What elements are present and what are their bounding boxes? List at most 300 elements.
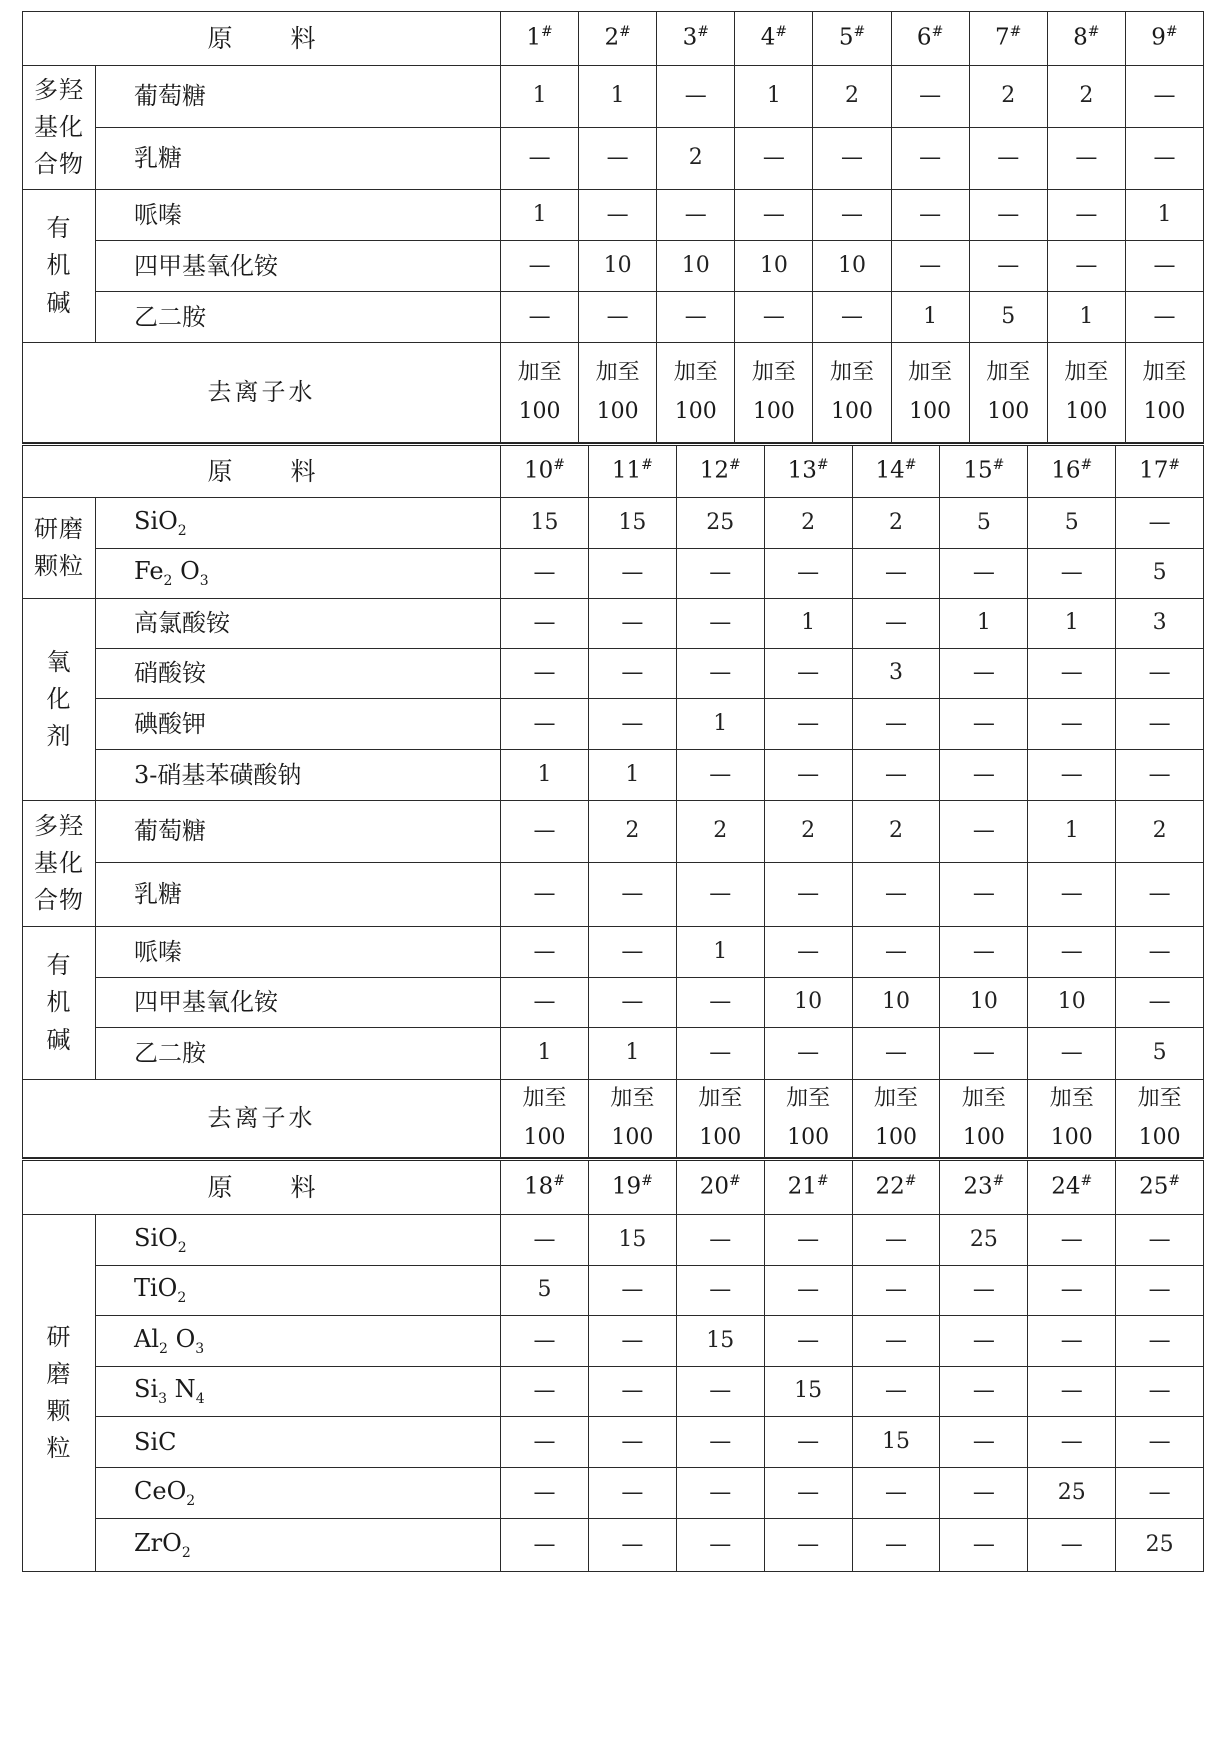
water-amount-cell: 加至 100	[735, 343, 813, 443]
hash-mark: #	[728, 1173, 741, 1190]
quantity-cell: 15	[764, 1367, 852, 1417]
quantity-cell: —	[1116, 1215, 1204, 1266]
quantity-cell: —	[852, 1215, 940, 1266]
quantity-cell: —	[676, 549, 764, 599]
material-name: 乳糖	[96, 128, 501, 190]
table-row	[23, 1266, 1204, 1316]
quantity-cell: —	[1116, 699, 1204, 750]
quantity-cell: —	[588, 1417, 676, 1468]
quantity-cell: —	[501, 128, 579, 190]
quantity-cell: —	[852, 1367, 940, 1417]
material-name: TiO$_2$	[96, 1266, 501, 1316]
material-name: SiO$_2$	[96, 498, 501, 549]
table-row	[23, 801, 1204, 863]
quantity-cell: —	[764, 649, 852, 699]
water-amount-cell: 加至 100	[1047, 343, 1125, 443]
quantity-cell: —	[735, 128, 813, 190]
quantity-cell: —	[940, 1316, 1028, 1367]
hash-mark: #	[541, 24, 553, 41]
water-amount-cell: 加至 100	[940, 1080, 1028, 1158]
sample-column-header: 4#	[735, 12, 813, 66]
quantity-cell: —	[764, 1417, 852, 1468]
material-name: 乳糖	[96, 863, 501, 927]
quantity-cell: —	[1116, 1417, 1204, 1468]
quantity-cell: —	[676, 1367, 764, 1417]
material-name: ZrO$_2$	[96, 1519, 501, 1572]
quantity-cell: 10	[657, 241, 735, 292]
water-amount-cell: 加至 100	[1116, 1080, 1204, 1158]
water-amount-cell: 加至 100	[501, 343, 579, 443]
quantity-cell: —	[764, 549, 852, 599]
hash-mark: #	[728, 457, 741, 474]
material-name: $Al_2$ $O_3$	[96, 1316, 501, 1367]
quantity-cell: —	[1125, 241, 1203, 292]
quantity-cell: —	[940, 863, 1028, 927]
quantity-cell: —	[940, 1519, 1028, 1572]
quantity-cell: 15	[676, 1316, 764, 1367]
quantity-cell: —	[501, 927, 589, 978]
quantity-cell: 1	[501, 190, 579, 241]
quantity-cell: —	[852, 549, 940, 599]
category-cell: 多羟 基化 合物	[23, 801, 96, 927]
quantity-cell: —	[1125, 66, 1203, 128]
hash-mark: #	[904, 457, 917, 474]
table-row	[23, 1215, 1204, 1266]
quantity-cell: —	[657, 292, 735, 343]
quantity-cell: —	[1116, 649, 1204, 699]
quantity-cell: —	[676, 599, 764, 649]
table-row	[23, 978, 1204, 1028]
quantity-cell: —	[852, 1468, 940, 1519]
quantity-cell: —	[1116, 498, 1204, 549]
quantity-cell: —	[852, 1028, 940, 1080]
subscript: 3	[199, 573, 209, 589]
water-amount-cell: 加至 100	[891, 343, 969, 443]
quantity-cell: —	[891, 128, 969, 190]
quantity-cell: —	[852, 699, 940, 750]
quantity-cell: —	[852, 599, 940, 649]
quantity-cell: —	[588, 599, 676, 649]
quantity-cell: —	[657, 190, 735, 241]
material-name: 四甲基氧化铵	[96, 241, 501, 292]
water-row	[23, 1080, 1204, 1158]
quantity-cell: —	[501, 241, 579, 292]
quantity-cell: —	[940, 1367, 1028, 1417]
hash-mark: #	[619, 24, 631, 41]
quantity-cell: —	[501, 649, 589, 699]
header-row	[23, 445, 1204, 498]
hash-mark: #	[553, 1173, 565, 1190]
quantity-cell: —	[940, 699, 1028, 750]
quantity-cell: —	[852, 750, 940, 801]
quantity-cell: —	[501, 863, 589, 927]
sample-column-header: 11#	[588, 445, 676, 498]
quantity-cell: —	[1125, 292, 1203, 343]
quantity-cell: 3	[1116, 599, 1204, 649]
quantity-cell: —	[501, 1468, 589, 1519]
quantity-cell: —	[1028, 1215, 1116, 1266]
quantity-cell: 25	[940, 1215, 1028, 1266]
material-name: 葡萄糖	[96, 801, 501, 863]
water-amount-cell: 加至 100	[1028, 1080, 1116, 1158]
quantity-cell: —	[1028, 549, 1116, 599]
quantity-cell: —	[969, 241, 1047, 292]
water-amount-cell: 加至 100	[813, 343, 891, 443]
quantity-cell: —	[588, 1468, 676, 1519]
quantity-cell: 1	[676, 699, 764, 750]
subscript: 2	[186, 1492, 196, 1509]
quantity-cell: —	[1116, 1367, 1204, 1417]
header-row	[23, 12, 1204, 66]
quantity-cell: —	[1028, 649, 1116, 699]
quantity-cell: 15	[588, 1215, 676, 1266]
quantity-cell: —	[1028, 927, 1116, 978]
quantity-cell: —	[940, 801, 1028, 863]
quantity-cell: —	[579, 128, 657, 190]
hash-mark: #	[775, 24, 788, 41]
hash-mark: #	[931, 24, 944, 41]
table-row	[23, 66, 1204, 128]
quantity-cell: —	[579, 292, 657, 343]
table-row	[23, 1316, 1204, 1367]
quantity-cell: —	[940, 1028, 1028, 1080]
quantity-cell: 5	[1028, 498, 1116, 549]
quantity-cell: —	[940, 1468, 1028, 1519]
quantity-cell: 2	[969, 66, 1047, 128]
water-amount-cell: 加至 100	[1125, 343, 1203, 443]
formulation-sheet	[22, 11, 1203, 1572]
quantity-cell: —	[1028, 1367, 1116, 1417]
hash-mark: #	[1080, 1173, 1093, 1190]
sample-column-header: 7#	[969, 12, 1047, 66]
sample-column-header: 13#	[764, 445, 852, 498]
quantity-cell: —	[940, 1417, 1028, 1468]
quantity-cell: —	[1028, 1417, 1116, 1468]
table-row	[23, 1028, 1204, 1080]
quantity-cell: —	[940, 927, 1028, 978]
sample-column-header: 21#	[764, 1160, 852, 1215]
quantity-cell: —	[676, 1519, 764, 1572]
sample-column-header: 19#	[588, 1160, 676, 1215]
subscript: 2	[177, 1290, 187, 1306]
hash-mark: #	[853, 24, 866, 41]
quantity-cell: 2	[852, 498, 940, 549]
quantity-cell: —	[1116, 1266, 1204, 1316]
quantity-cell: 10	[764, 978, 852, 1028]
subscript: 4	[195, 1391, 205, 1407]
quantity-cell: —	[676, 649, 764, 699]
sample-column-header: 20#	[676, 1160, 764, 1215]
quantity-cell: 5	[969, 292, 1047, 343]
table-row	[23, 750, 1204, 801]
sample-column-header: 24#	[1028, 1160, 1116, 1215]
quantity-cell: 3	[852, 649, 940, 699]
sample-column-header: 6#	[891, 12, 969, 66]
quantity-cell: —	[676, 863, 764, 927]
quantity-cell: —	[588, 1266, 676, 1316]
header-row	[23, 1160, 1204, 1215]
hash-mark: #	[816, 457, 829, 474]
quantity-cell: 10	[940, 978, 1028, 1028]
quantity-cell: 2	[1116, 801, 1204, 863]
formulation-table-2	[22, 443, 1204, 1158]
quantity-cell: 1	[1047, 292, 1125, 343]
quantity-cell: —	[764, 699, 852, 750]
quantity-cell: —	[501, 801, 589, 863]
quantity-cell: —	[891, 190, 969, 241]
raw-material-header: 原料	[23, 445, 501, 498]
water-amount-cell: 加至 100	[657, 343, 735, 443]
quantity-cell: 25	[1116, 1519, 1204, 1572]
sample-column-header: 15#	[940, 445, 1028, 498]
quantity-cell: 5	[501, 1266, 589, 1316]
quantity-cell: —	[676, 1266, 764, 1316]
quantity-cell: 2	[764, 498, 852, 549]
quantity-cell: —	[501, 1417, 589, 1468]
quantity-cell: 1	[579, 66, 657, 128]
deionized-water-label: 去离子水	[23, 343, 501, 443]
hash-mark: #	[641, 457, 653, 474]
quantity-cell: 10	[1028, 978, 1116, 1028]
quantity-cell: 15	[501, 498, 589, 549]
quantity-cell: —	[1116, 750, 1204, 801]
quantity-cell: —	[501, 599, 589, 649]
table-row	[23, 699, 1204, 750]
quantity-cell: —	[1047, 128, 1125, 190]
subscript: 2	[177, 1239, 187, 1256]
sample-column-header: 2#	[579, 12, 657, 66]
quantity-cell: —	[588, 927, 676, 978]
quantity-cell: 15	[588, 498, 676, 549]
sample-column-header: 25#	[1116, 1160, 1204, 1215]
quantity-cell: —	[676, 1417, 764, 1468]
table-row	[23, 128, 1204, 190]
material-name: 哌嗪	[96, 927, 501, 978]
quantity-cell: —	[1028, 1266, 1116, 1316]
quantity-cell: —	[852, 1266, 940, 1316]
quantity-cell: —	[764, 750, 852, 801]
material-name: 高氯酸铵	[96, 599, 501, 649]
quantity-cell: —	[1047, 190, 1125, 241]
quantity-cell: 2	[657, 128, 735, 190]
quantity-cell: 25	[676, 498, 764, 549]
quantity-cell: 10	[579, 241, 657, 292]
table-row	[23, 1367, 1204, 1417]
quantity-cell: 25	[1028, 1468, 1116, 1519]
quantity-cell: —	[852, 927, 940, 978]
table-row	[23, 241, 1204, 292]
quantity-cell: —	[1116, 1316, 1204, 1367]
quantity-cell: —	[852, 1316, 940, 1367]
table-row	[23, 599, 1204, 649]
material-name: 硝酸铵	[96, 649, 501, 699]
quantity-cell: 1	[588, 1028, 676, 1080]
hash-mark: #	[992, 457, 1005, 474]
material-name: 葡萄糖	[96, 66, 501, 128]
quantity-cell: 10	[735, 241, 813, 292]
hash-mark: #	[1080, 457, 1093, 474]
sample-column-header: 10#	[501, 445, 589, 498]
quantity-cell: 2	[1047, 66, 1125, 128]
quantity-cell: —	[1028, 1316, 1116, 1367]
water-amount-cell: 加至 100	[969, 343, 1047, 443]
hash-mark: #	[992, 1173, 1005, 1190]
category-cell: 多羟 基化 合物	[23, 66, 96, 190]
quantity-cell: —	[501, 699, 589, 750]
table-row	[23, 190, 1204, 241]
water-amount-cell: 加至 100	[676, 1080, 764, 1158]
water-amount-cell: 加至 100	[588, 1080, 676, 1158]
subscript: 2	[159, 1340, 168, 1357]
table-row	[23, 549, 1204, 599]
quantity-cell: —	[501, 292, 579, 343]
quantity-cell: —	[501, 1316, 589, 1367]
quantity-cell: —	[764, 1028, 852, 1080]
quantity-cell: —	[501, 549, 589, 599]
category-cell: 有 机 碱	[23, 190, 96, 343]
quantity-cell: 5	[940, 498, 1028, 549]
quantity-cell: —	[764, 927, 852, 978]
water-row	[23, 343, 1204, 443]
quantity-cell: —	[764, 1519, 852, 1572]
category-cell: 有 机 碱	[23, 927, 96, 1080]
quantity-cell: 10	[813, 241, 891, 292]
quantity-cell: —	[1028, 699, 1116, 750]
table-row	[23, 498, 1204, 549]
water-amount-cell: 加至 100	[852, 1080, 940, 1158]
quantity-cell: —	[588, 649, 676, 699]
category-cell: 研磨 颗粒	[23, 498, 96, 599]
quantity-cell: —	[676, 750, 764, 801]
quantity-cell: 1	[940, 599, 1028, 649]
quantity-cell: —	[1028, 863, 1116, 927]
sample-column-header: 12#	[676, 445, 764, 498]
table-row	[23, 1519, 1204, 1572]
raw-material-header: 原料	[23, 12, 501, 66]
quantity-cell: —	[969, 190, 1047, 241]
quantity-cell: —	[852, 1519, 940, 1572]
quantity-cell: —	[764, 1266, 852, 1316]
quantity-cell: 15	[852, 1417, 940, 1468]
quantity-cell: —	[579, 190, 657, 241]
quantity-cell: —	[969, 128, 1047, 190]
category-cell: 氧 化 剂	[23, 599, 96, 801]
quantity-cell: —	[501, 1367, 589, 1417]
quantity-cell: —	[501, 1519, 589, 1572]
hash-mark: #	[816, 1173, 829, 1190]
subscript: 3	[195, 1340, 205, 1357]
table-row	[23, 863, 1204, 927]
quantity-cell: —	[588, 978, 676, 1028]
quantity-cell: —	[1116, 1468, 1204, 1519]
formulation-table-1	[22, 11, 1204, 443]
subscript: 2	[163, 573, 173, 589]
quantity-cell: —	[764, 1316, 852, 1367]
table-row	[23, 292, 1204, 343]
quantity-cell: —	[1116, 927, 1204, 978]
quantity-cell: —	[852, 863, 940, 927]
hash-mark: #	[1168, 457, 1181, 474]
water-amount-cell: 加至 100	[579, 343, 657, 443]
quantity-cell: —	[813, 190, 891, 241]
material-name: CeO$_2$	[96, 1468, 501, 1519]
quantity-cell: —	[501, 978, 589, 1028]
quantity-cell: —	[588, 1519, 676, 1572]
hash-mark: #	[1009, 24, 1022, 41]
quantity-cell: 1	[676, 927, 764, 978]
quantity-cell: —	[940, 649, 1028, 699]
sample-column-header: 1#	[501, 12, 579, 66]
quantity-cell: 1	[501, 750, 589, 801]
quantity-cell: 1	[764, 599, 852, 649]
hash-mark: #	[553, 457, 565, 474]
quantity-cell: —	[1028, 1028, 1116, 1080]
quantity-cell: 1	[1028, 801, 1116, 863]
quantity-cell: 5	[1116, 1028, 1204, 1080]
quantity-cell: 5	[1116, 549, 1204, 599]
hash-mark: #	[1168, 1173, 1181, 1190]
table-row	[23, 1417, 1204, 1468]
sample-column-header: 22#	[852, 1160, 940, 1215]
hash-mark: #	[697, 24, 709, 41]
quantity-cell: 1	[891, 292, 969, 343]
material-name: 哌嗪	[96, 190, 501, 241]
material-name: 四甲基氧化铵	[96, 978, 501, 1028]
quantity-cell: —	[588, 1367, 676, 1417]
quantity-cell: —	[1116, 978, 1204, 1028]
quantity-cell: —	[588, 549, 676, 599]
water-amount-cell: 加至 100	[764, 1080, 852, 1158]
quantity-cell: —	[891, 241, 969, 292]
quantity-cell: —	[588, 699, 676, 750]
sample-column-header: 8#	[1047, 12, 1125, 66]
quantity-cell: —	[588, 1316, 676, 1367]
quantity-cell: 1	[1028, 599, 1116, 649]
quantity-cell: —	[764, 1468, 852, 1519]
quantity-cell: 2	[813, 66, 891, 128]
table-row	[23, 649, 1204, 699]
quantity-cell: 1	[501, 1028, 589, 1080]
quantity-cell: —	[501, 1215, 589, 1266]
quantity-cell: —	[1116, 863, 1204, 927]
quantity-cell: —	[1028, 1519, 1116, 1572]
raw-material-header: 原料	[23, 1160, 501, 1215]
sample-column-header: 5#	[813, 12, 891, 66]
hash-mark: #	[1087, 24, 1100, 41]
quantity-cell: —	[891, 66, 969, 128]
quantity-cell: 10	[852, 978, 940, 1028]
material-name: $Fe_2$ $O_3$	[96, 549, 501, 599]
sample-column-header: 3#	[657, 12, 735, 66]
table-row	[23, 927, 1204, 978]
quantity-cell: —	[657, 66, 735, 128]
quantity-cell: 2	[588, 801, 676, 863]
quantity-cell: —	[940, 549, 1028, 599]
quantity-cell: —	[764, 863, 852, 927]
quantity-cell: 2	[852, 801, 940, 863]
quantity-cell: 1	[1125, 190, 1203, 241]
sample-column-header: 17#	[1116, 445, 1204, 498]
quantity-cell: —	[588, 863, 676, 927]
quantity-cell: —	[813, 128, 891, 190]
hash-mark: #	[904, 1173, 917, 1190]
quantity-cell: —	[676, 1468, 764, 1519]
sample-column-header: 23#	[940, 1160, 1028, 1215]
material-name: 碘酸钾	[96, 699, 501, 750]
table-row	[23, 1468, 1204, 1519]
material-name: 3-硝基苯磺酸钠	[96, 750, 501, 801]
material-name: SiO$_2$	[96, 1215, 501, 1266]
